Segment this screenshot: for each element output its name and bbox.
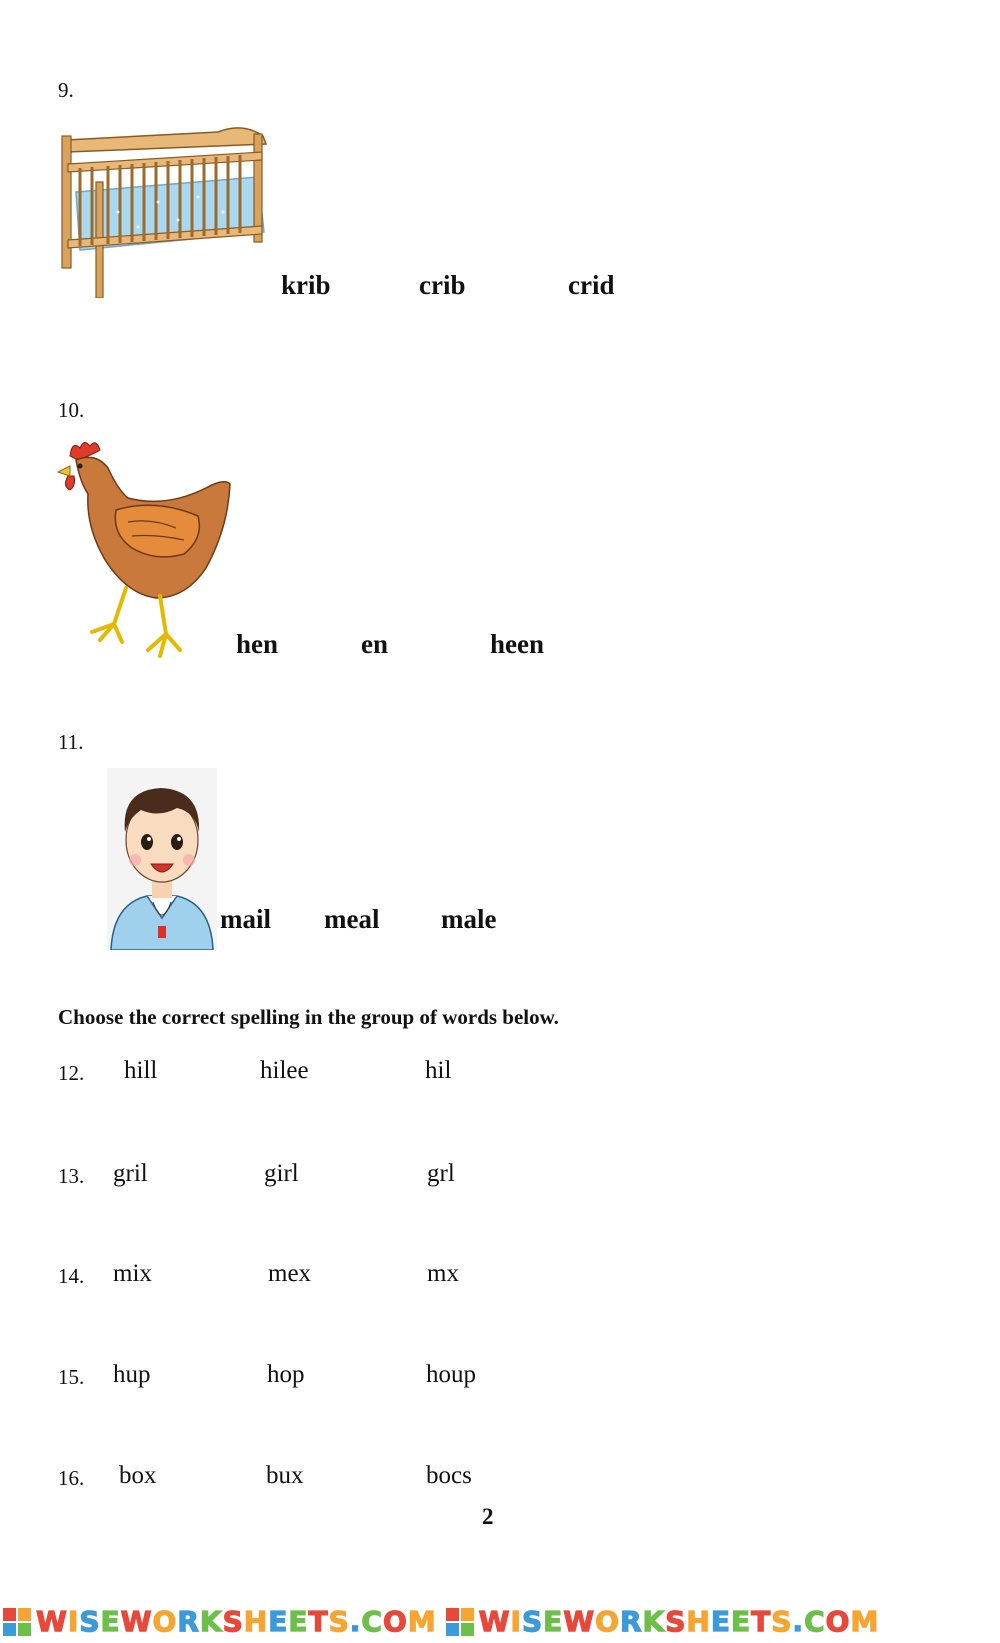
question-13-option-2[interactable]: girl xyxy=(264,1160,299,1187)
question-10-number: 10. xyxy=(58,398,85,422)
question-13-option-1[interactable]: gril xyxy=(113,1160,148,1187)
brand-letter: M xyxy=(850,1605,880,1638)
brand-logo-icon xyxy=(445,1607,475,1637)
brand-block-right[interactable] xyxy=(445,1605,880,1638)
brand-block-left[interactable] xyxy=(2,1605,437,1638)
brand-letter: I xyxy=(510,1605,522,1638)
question-14-option-3[interactable]: mx xyxy=(427,1260,459,1287)
question-14-number: 14. xyxy=(58,1264,85,1288)
brand-letter: E xyxy=(710,1605,731,1638)
question-16-option-2[interactable]: bux xyxy=(266,1462,304,1489)
brand-letter: K xyxy=(642,1605,666,1638)
question-12-option-2[interactable]: hilee xyxy=(260,1057,309,1084)
brand-letter: W xyxy=(36,1605,68,1638)
question-10-option-1[interactable]: hen xyxy=(236,629,279,659)
brand-letter: S xyxy=(79,1605,101,1638)
question-11-option-1[interactable]: mail xyxy=(220,904,271,934)
question-15-option-2[interactable]: hop xyxy=(267,1361,305,1388)
question-9-option-2[interactable]: crib xyxy=(419,270,466,300)
brand-letter: E xyxy=(731,1605,752,1638)
question-14-option-2[interactable]: mex xyxy=(268,1260,312,1287)
brand-letter: R xyxy=(177,1605,200,1638)
crib-illustration xyxy=(58,122,276,298)
brand-letter: S xyxy=(222,1605,244,1638)
brand-letter: I xyxy=(67,1605,80,1638)
question-13-number: 13. xyxy=(58,1164,85,1188)
brand-letter: O xyxy=(152,1605,178,1638)
brand-letter: C xyxy=(804,1605,826,1638)
brand-letter: H xyxy=(686,1605,711,1638)
question-15-option-1[interactable]: hup xyxy=(113,1361,151,1388)
brand-letter: C xyxy=(361,1605,383,1638)
brand-letter: S xyxy=(328,1605,350,1638)
male-illustration xyxy=(107,768,217,950)
question-16-option-3[interactable]: bocs xyxy=(426,1462,472,1489)
footer-branding xyxy=(0,1600,1000,1643)
question-9-option-3[interactable]: crid xyxy=(568,270,615,300)
question-10-option-2[interactable]: en xyxy=(361,629,388,659)
question-9-number: 9. xyxy=(58,78,74,102)
brand-logo-icon xyxy=(2,1607,32,1637)
question-12-option-3[interactable]: hil xyxy=(425,1057,452,1084)
brand-letter: E xyxy=(288,1605,309,1638)
hen-illustration xyxy=(56,438,236,664)
question-12-option-1[interactable]: hill xyxy=(124,1057,158,1084)
brand-letter: O xyxy=(382,1605,408,1638)
instruction-text: Choose the correct spelling in the group of words below. xyxy=(58,1005,559,1029)
question-11-option-3[interactable]: male xyxy=(441,904,497,934)
brand-letter: E xyxy=(543,1605,564,1638)
brand-letter: O xyxy=(595,1605,620,1638)
question-9-option-1[interactable]: krib xyxy=(281,270,331,300)
question-10-option-3[interactable]: heen xyxy=(490,629,544,659)
brand-letter: M xyxy=(407,1605,437,1638)
question-11-option-2[interactable]: meal xyxy=(324,904,380,934)
brand-letter: T xyxy=(308,1605,329,1638)
brand-letter: T xyxy=(751,1605,772,1638)
brand-letter: R xyxy=(619,1605,643,1638)
brand-letter: . xyxy=(792,1605,805,1638)
question-15-number: 15. xyxy=(58,1365,85,1389)
brand-letter: W xyxy=(120,1605,153,1638)
brand-letter: E xyxy=(268,1605,289,1638)
question-11-number: 11. xyxy=(58,730,84,754)
brand-letter: W xyxy=(563,1605,596,1638)
brand-text-left xyxy=(36,1605,437,1638)
question-16-option-1[interactable]: box xyxy=(119,1462,157,1489)
question-12-number: 12. xyxy=(58,1061,85,1085)
question-15-option-3[interactable]: houp xyxy=(426,1361,476,1388)
brand-letter: E xyxy=(100,1605,121,1638)
brand-letter: S xyxy=(521,1605,544,1638)
question-14-option-1[interactable]: mix xyxy=(113,1260,152,1287)
brand-letter: . xyxy=(349,1605,362,1638)
brand-letter: W xyxy=(478,1605,511,1638)
brand-letter: S xyxy=(665,1605,687,1638)
brand-letter: H xyxy=(243,1605,269,1638)
brand-letter: S xyxy=(771,1605,793,1638)
brand-letter: O xyxy=(825,1605,851,1638)
question-13-option-3[interactable]: grl xyxy=(427,1160,455,1187)
brand-letter: K xyxy=(199,1605,223,1638)
question-16-number: 16. xyxy=(58,1466,85,1490)
page-number: 2 xyxy=(482,1504,494,1529)
brand-text-right xyxy=(479,1605,880,1638)
